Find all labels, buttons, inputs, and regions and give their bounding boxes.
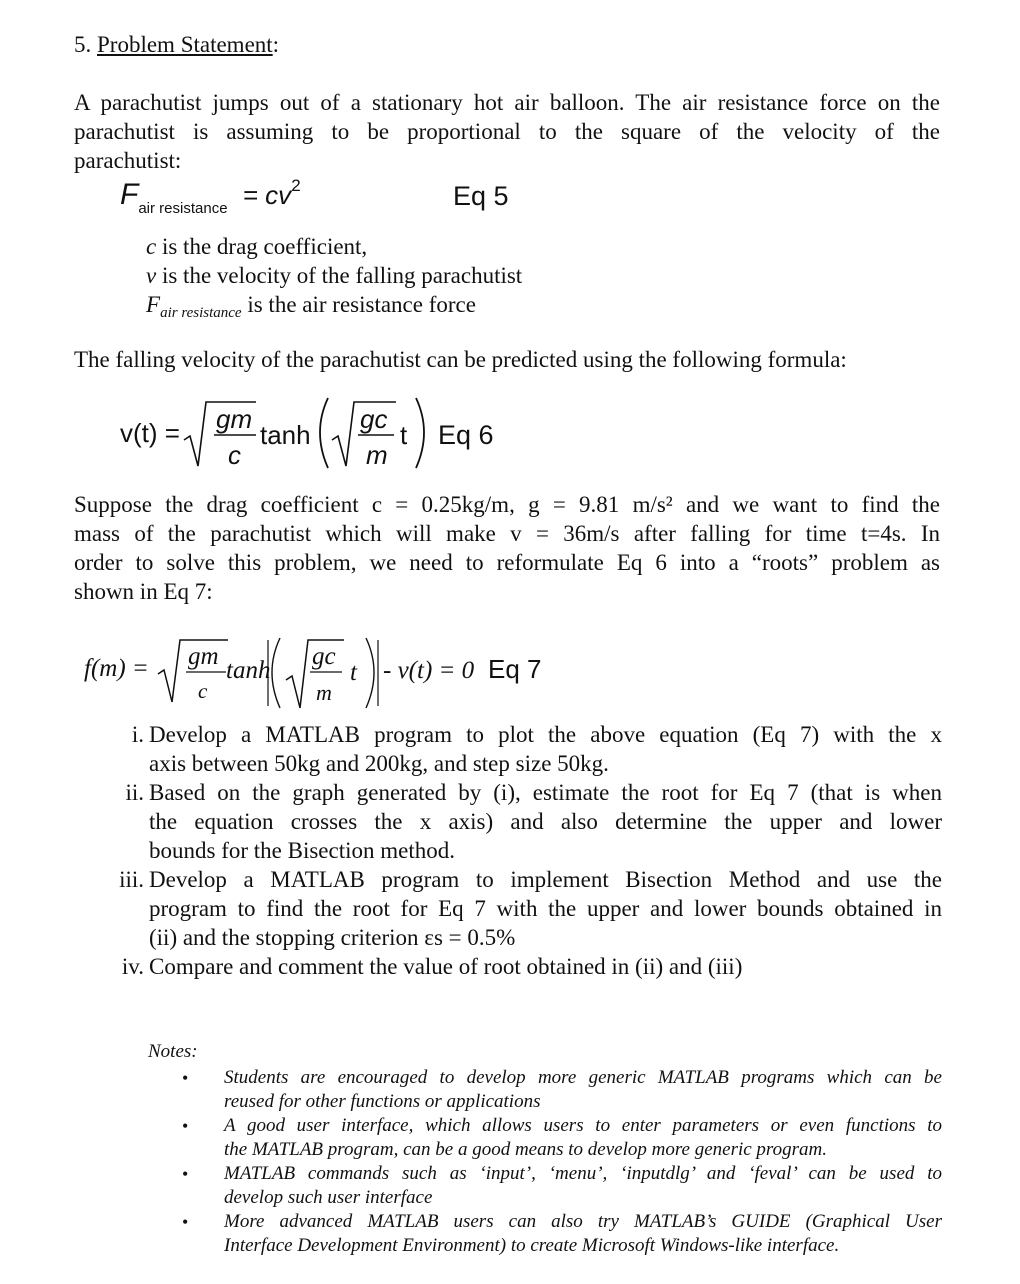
definition-text: is the drag coefficient, xyxy=(156,234,368,259)
eq7-tail: - v(t) = 0 xyxy=(383,657,475,684)
intro-paragraph xyxy=(74,88,940,175)
problem-line: shown in Eq 7: xyxy=(74,579,213,604)
eq7-frac1-num: gm xyxy=(188,643,219,670)
eq6-left-paren xyxy=(320,398,328,468)
eq5-rhs: = cv xyxy=(242,180,292,210)
notes-list xyxy=(180,1066,942,1258)
eq6-label: Eq 6 xyxy=(438,420,494,450)
note-item xyxy=(180,1162,942,1210)
task-line: axis between 50kg and 200kg, and step size 50kg. xyxy=(149,751,609,776)
task-line: Compare and comment the value of root obtained in (ii) and (iii) xyxy=(149,954,743,979)
definition-item xyxy=(146,232,522,261)
eq7-lhs: f(m) = xyxy=(84,655,149,682)
eq6-arg-t: t xyxy=(400,420,408,450)
task-number: iii. xyxy=(119,867,144,892)
note-line: More advanced MATLAB users can also try MATLAB’s GUIDE (Graphical User xyxy=(224,1211,942,1232)
task-item xyxy=(100,778,942,865)
task-number: iv. xyxy=(121,954,144,979)
eq5-force-subscript: air resistance xyxy=(138,200,228,217)
bullet-icon: • xyxy=(182,1212,189,1232)
notes-title: Notes: xyxy=(148,1041,198,1062)
task-number: i. xyxy=(131,722,144,747)
equation-5 xyxy=(120,176,301,217)
definitions-list xyxy=(146,232,522,323)
note-line: develop such user interface xyxy=(224,1187,433,1208)
task-line: Based on the graph generated by (i), estimate the root for Eq 7 (that is when xyxy=(149,780,942,805)
task-number: ii. xyxy=(125,780,144,805)
section-number: 5. xyxy=(74,32,92,57)
definition-symbol: c xyxy=(146,234,157,259)
equation-6 xyxy=(110,388,530,476)
intro-line: parachutist: xyxy=(74,148,182,173)
task-line: the equation crosses the x axis) and also determine the upper and lower xyxy=(149,809,942,834)
intro-line: parachutist is assuming to be proportional to the square of the velocity of the xyxy=(74,119,940,144)
eq6-frac2-den: m xyxy=(366,440,388,470)
note-line: Students are encouraged to develop more generic MATLAB programs which can be xyxy=(224,1067,942,1088)
eq7-arg-t: t xyxy=(350,659,357,686)
note-item xyxy=(180,1066,942,1114)
definition-subscript: air resistance xyxy=(160,305,242,321)
bullet-icon: • xyxy=(182,1164,189,1184)
definition-item xyxy=(146,290,522,323)
definition-symbol: F xyxy=(146,292,161,317)
definition-text: is the air resistance force xyxy=(241,292,476,317)
task-item xyxy=(100,720,942,778)
bullet-icon: • xyxy=(182,1068,189,1088)
note-line: A good user interface, which allows users to enter parameters or even functions to xyxy=(224,1115,942,1136)
section-heading xyxy=(74,32,279,58)
eq6-lhs: v(t) = xyxy=(120,418,180,448)
task-line: (ii) and the stopping criterion εs = 0.5% xyxy=(149,925,516,950)
task-list xyxy=(100,720,942,981)
task-line: bounds for the Bisection method. xyxy=(149,838,455,863)
eq5-force-symbol: F xyxy=(120,178,139,211)
problem-line: mass of the parachutist which will make v = 36m/s after falling for time t=4s. In xyxy=(74,521,940,546)
task-line: Develop a MATLAB program to implement Bisection Method and use the xyxy=(149,867,942,892)
section-title: Problem Statement xyxy=(97,32,273,57)
eq7-frac1-den: c xyxy=(198,679,208,703)
eq7-frac2-den: m xyxy=(316,680,332,705)
task-line: program to find the root for Eq 7 with the upper and lower bounds obtained in xyxy=(149,896,942,921)
definition-symbol: v xyxy=(146,263,157,288)
note-item xyxy=(180,1114,942,1162)
eq6-frac1-den: c xyxy=(228,440,241,470)
eq7-frac2-num: gc xyxy=(312,643,336,670)
definition-item xyxy=(146,261,522,290)
intro-line: A parachutist jumps out of a stationary hot air balloon. The air resistance force on the xyxy=(74,90,940,115)
task-item xyxy=(100,865,942,952)
note-item xyxy=(180,1210,942,1258)
definition-text: is the velocity of the falling parachutist xyxy=(156,263,523,288)
note-line: MATLAB commands such as ‘input’, ‘menu’, ‘inputdlg’ and ‘feval’ can be used to xyxy=(224,1163,942,1184)
eq7-left-paren xyxy=(272,638,280,708)
note-line: Interface Development Environment) to create Microsoft Windows-like interface. xyxy=(224,1235,840,1256)
eq6-frac2-num: gc xyxy=(360,404,388,434)
eq7-func: tanh xyxy=(226,657,271,684)
problem-paragraph xyxy=(74,490,940,606)
eq7-label: Eq 7 xyxy=(488,654,542,684)
eq7-right-paren xyxy=(366,638,374,708)
equation-7 xyxy=(80,628,560,716)
section-title-colon: : xyxy=(272,32,280,57)
eq5-label: Eq 5 xyxy=(453,181,509,211)
task-line: Develop a MATLAB program to plot the above equation (Eq 7) with the x xyxy=(149,722,942,747)
eq6-frac1-num: gm xyxy=(216,404,253,434)
note-line: reused for other functions or applications xyxy=(224,1091,541,1112)
eq5-power: 2 xyxy=(291,176,301,195)
task-item xyxy=(100,952,942,981)
problem-line: order to solve this problem, we need to reformulate Eq 6 into a “roots” problem as xyxy=(74,550,940,575)
eq6-func: tanh xyxy=(260,420,311,450)
note-line: the MATLAB program, can be a good means to develop more generic program. xyxy=(224,1139,827,1160)
problem-line: Suppose the drag coefficient c = 0.25kg/m, g = 9.81 m/s² and we want to find the xyxy=(74,492,940,517)
formula-intro: The falling velocity of the parachutist can be predicted using the following formula: xyxy=(74,347,847,372)
bullet-icon: • xyxy=(182,1116,189,1136)
eq6-right-paren xyxy=(416,398,424,468)
